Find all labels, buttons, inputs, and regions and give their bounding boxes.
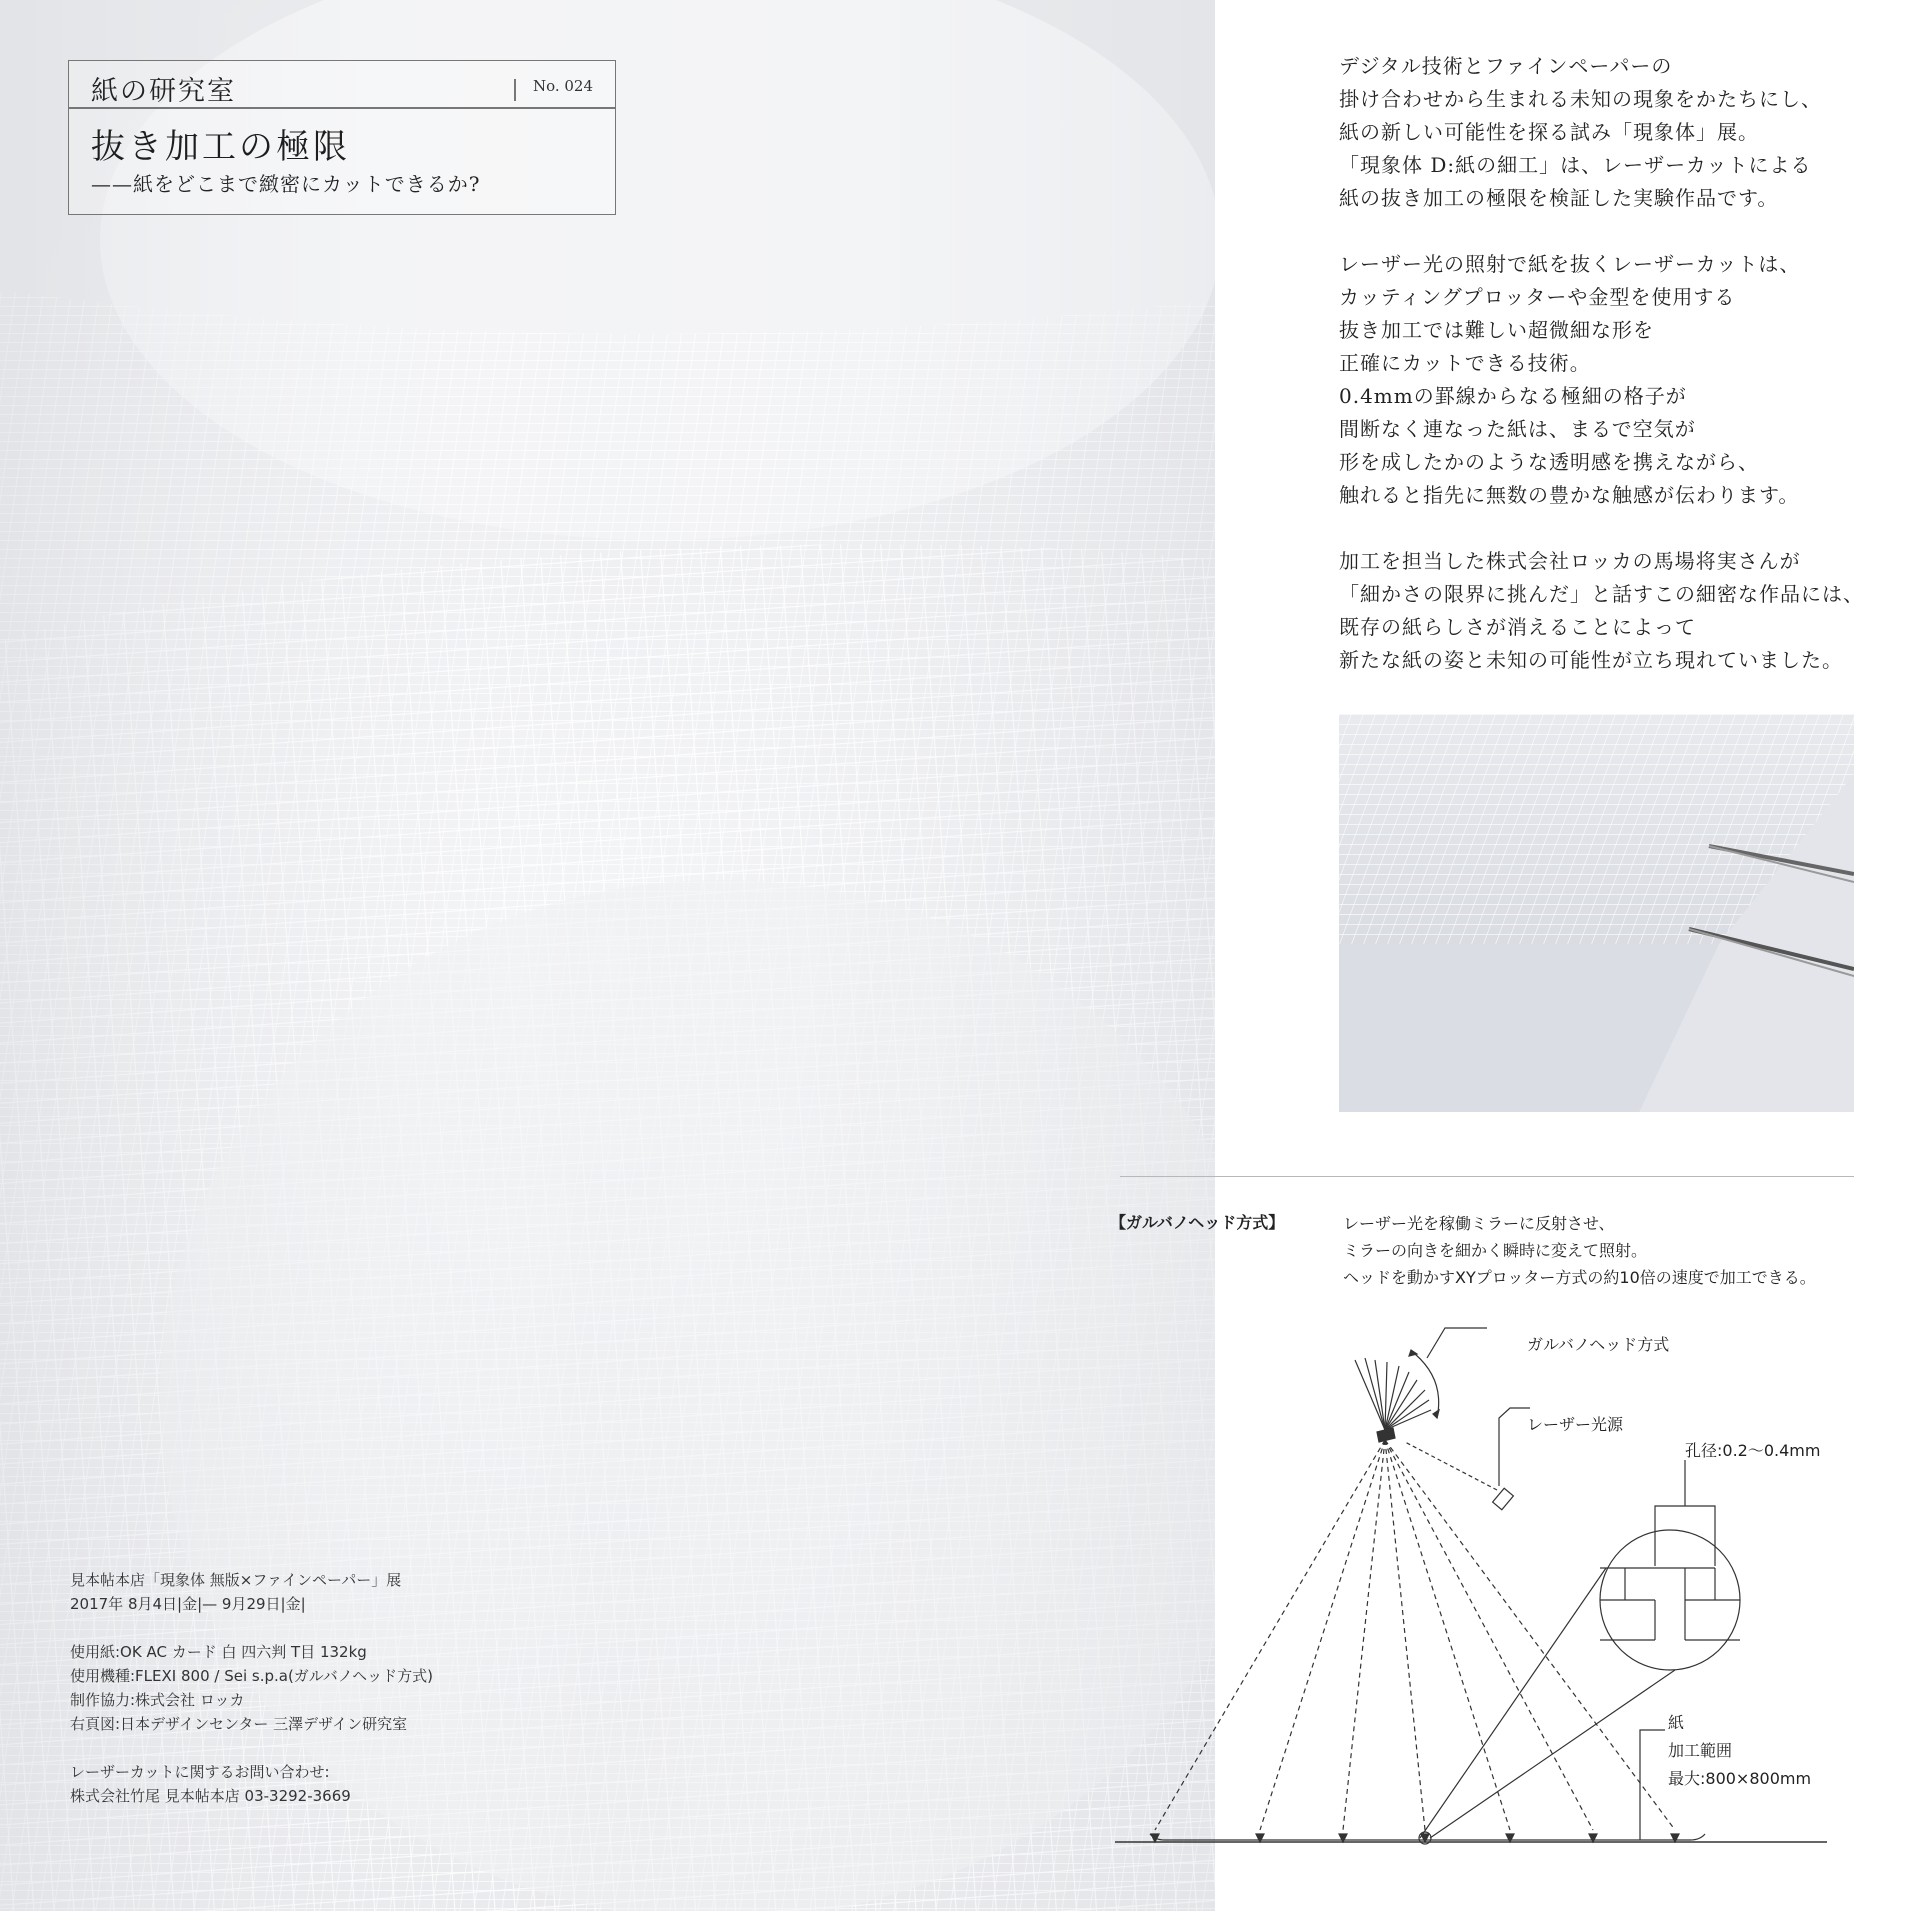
text-line: 間断なく連なった紙は、まるで空気が: [1339, 417, 1696, 441]
title-divider: [69, 107, 615, 109]
text-line: 正確にカットできる技術。: [1339, 351, 1591, 375]
label-galvano-head: ガルバノヘッド方式: [1527, 1335, 1670, 1354]
text-line: 形を成したかのような透明感を携えながら、: [1339, 450, 1759, 474]
credit-line: 2017年 8月4日|金|— 9月29日|金|: [70, 1595, 306, 1613]
page-title: 抜き加工の極限: [91, 127, 350, 167]
label-range: 加工範囲: [1668, 1741, 1733, 1760]
method-description: [1343, 1210, 1903, 1291]
galvano-diagram-drawing: [1115, 1310, 1875, 1910]
laser-source-icon: [1405, 1442, 1513, 1510]
page-subtitle: ——紙をどこまで緻密にカットできるか?: [91, 172, 481, 196]
credit-line: 右頁図:日本デザインセンター 三澤デザイン研究室: [70, 1715, 408, 1733]
text-line: 掛け合わせから生まれる未知の現象をかたちにし、: [1339, 87, 1822, 111]
text-line: 既存の紙らしさが消えることによって: [1339, 615, 1696, 639]
method-line: ヘッドを動かすXYプロッター方式の約10倍の速度で加工できる。: [1343, 1268, 1816, 1287]
paragraph: [1339, 50, 1899, 215]
credit-line: レーザーカットに関するお問い合わせ:: [70, 1763, 330, 1781]
method-heading: 【ガルバノヘッド方式】: [1110, 1213, 1285, 1232]
credit-line: 見本帖本店「現象体 無版×ファインペーパー」展: [70, 1571, 402, 1589]
article-body: [1339, 50, 1899, 710]
text-line: デジタル技術とファインペーパーの: [1339, 54, 1673, 78]
paragraph: [1339, 545, 1899, 677]
text-line: 紙の抜き加工の極限を検証した実験作品です。: [1339, 186, 1779, 210]
text-line: 抜き加工では難しい超微細な形を: [1339, 318, 1654, 342]
text-line: 0.4mmの罫線からなる極細の格子が: [1339, 384, 1687, 408]
galvano-diagram: [1115, 1310, 1875, 1914]
detail-photo-image: [1339, 714, 1854, 1112]
issue-separator: [514, 79, 516, 101]
title-box: [68, 60, 616, 215]
text-line: 「細かさの限界に挑んだ」と話すこの細密な作品には、: [1339, 582, 1864, 606]
label-range-max: 最大:800×800mm: [1668, 1769, 1812, 1788]
text-line: カッティングプロッターや金型を使用する: [1339, 285, 1736, 309]
tweezers-detail-photo: [1339, 714, 1854, 1112]
mirror-fan-icon: [1355, 1350, 1439, 1442]
text-line: 紙の新しい可能性を探る試み「現象体」展。: [1339, 120, 1759, 144]
text-line: レーザー光の照射で紙を抜くレーザーカットは、: [1339, 252, 1801, 276]
label-laser-source: レーザー光源: [1527, 1415, 1624, 1434]
label-hole-diameter: 孔径:0.2〜0.4mm: [1685, 1441, 1821, 1460]
section-divider: [1120, 1176, 1854, 1177]
text-line: 新たな紙の姿と未知の可能性が立ち現れていました。: [1339, 648, 1843, 672]
text-line: 「現象体 D:紙の細工」は、レーザーカットによる: [1339, 153, 1812, 177]
credit-line: 使用機種:FLEXI 800 / Sei s.p.a(ガルバノヘッド方式): [70, 1667, 434, 1685]
credit-line: 制作協力:株式会社 ロッカ: [70, 1691, 245, 1709]
text-line: 触れると指先に無数の豊かな触感が伝わります。: [1339, 483, 1800, 507]
credits-block: [70, 1568, 630, 1808]
label-paper: 紙: [1668, 1713, 1685, 1732]
method-line: レーザー光を稼働ミラーに反射させ、: [1343, 1214, 1615, 1233]
issue-number: No. 024: [532, 77, 593, 95]
text-line: 加工を担当した株式会社ロッカの馬場将実さんが: [1339, 549, 1801, 573]
lab-title: 紙の研究室: [91, 76, 236, 107]
method-line: ミラーの向きを細かく瞬時に変えて照射。: [1343, 1241, 1648, 1260]
credit-line: 使用紙:OK AC カード 白 四六判 T目 132kg: [70, 1643, 367, 1661]
paragraph: [1339, 248, 1899, 512]
credit-line: 株式会社竹尾 見本帖本店 03-3292-3669: [70, 1787, 351, 1805]
